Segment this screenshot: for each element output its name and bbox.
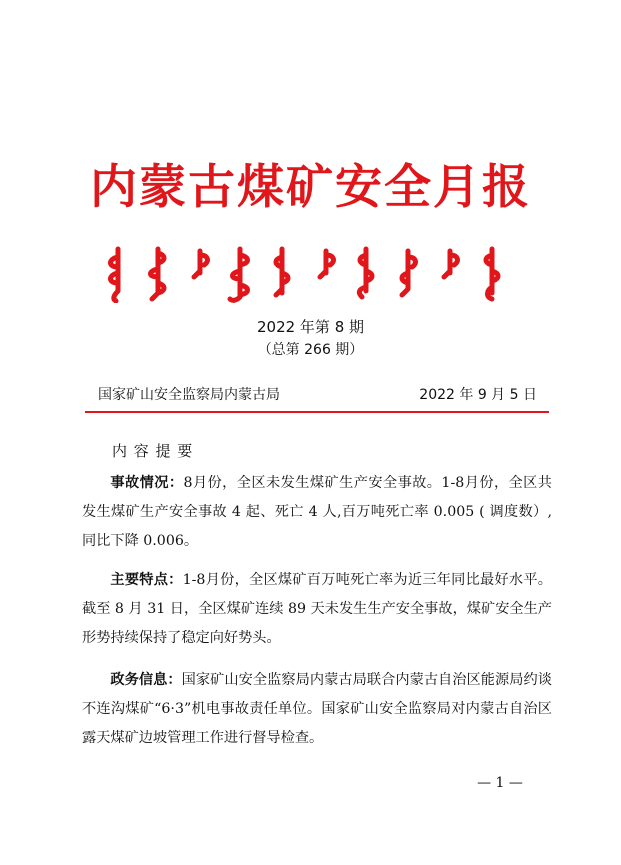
summary-paragraph-features xyxy=(82,566,552,653)
red-divider-rule xyxy=(85,411,549,413)
summary-text: 1-8月份，全区煤矿百万吨死亡率为近三年同比最好水平。截至 8 月 31 日，全区煤矿连续 89 天未发生生产安全事故，煤矿安全生产形势持续保持了稳定向好势头。 xyxy=(82,572,552,646)
issue-total-number: （总第 266 期） xyxy=(257,342,364,358)
mongolian-script-title xyxy=(100,243,520,303)
summary-label: 事故情况： xyxy=(110,475,184,491)
summary-paragraph-government-info xyxy=(82,666,552,753)
issue-number: 2022 年第 8 期 xyxy=(256,318,365,336)
contents-heading: 内 容 提 要 xyxy=(112,442,194,460)
publisher-name: 国家矿山安全监察局内蒙古局 xyxy=(98,387,280,403)
summary-label: 政务信息： xyxy=(110,672,182,688)
publication-date: 2022 年 9 月 5 日 xyxy=(419,387,537,403)
summary-text: 国家矿山安全监察局内蒙古局联合内蒙古自治区能源局约谈不连沟煤矿“6·3”机电事故责任单位。国家矿山安全监察局对内蒙古自治区露天煤矿边坡管理工作进行督导检查。 xyxy=(82,672,552,746)
summary-text: 8月份，全区未发生煤矿生产安全事故。1-8月份，全区共发生煤矿生产安全事故 4 起、死亡 4 人,百万吨死亡率 0.005 ( 调度数）,同比下降 0.006。 xyxy=(82,475,552,549)
page-number: — 1 — xyxy=(477,775,523,791)
summary-paragraph-accidents xyxy=(82,469,552,556)
summary-label: 主要特点： xyxy=(110,572,183,588)
masthead-title: 内蒙古煤矿安全月报 xyxy=(90,160,531,215)
